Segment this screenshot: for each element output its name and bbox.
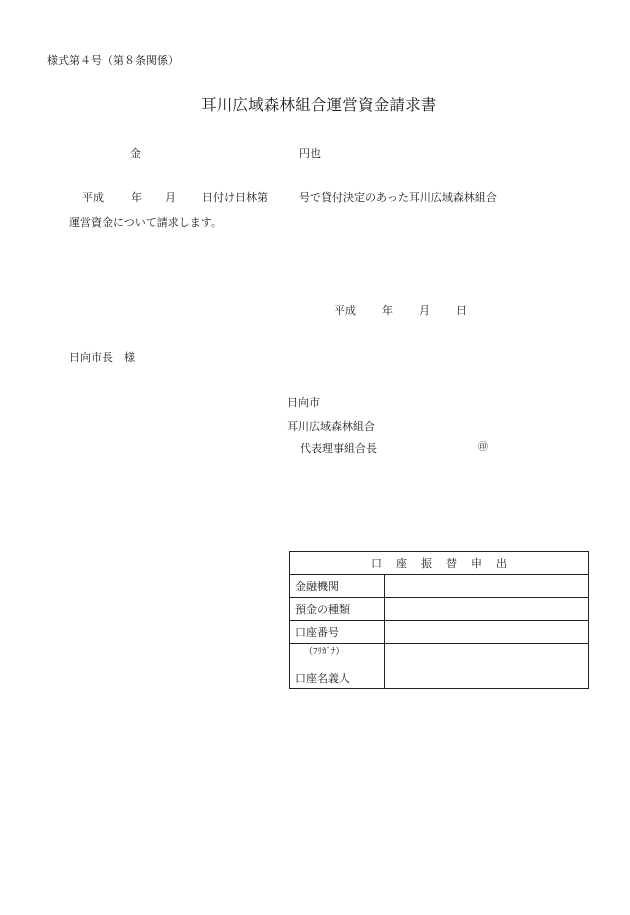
body-request-text: 運営資金について請求します。	[69, 216, 222, 229]
header-char: 申	[471, 556, 482, 570]
addressee: 日向市長 様	[69, 351, 135, 364]
header-char: 口	[371, 556, 382, 570]
body-year-label: 年	[131, 191, 142, 204]
header-char: 振	[421, 556, 432, 570]
body-era: 平成	[82, 191, 104, 204]
sender-organization: 耳川広域森林組合	[287, 420, 375, 433]
amount-prefix: 金	[130, 147, 141, 160]
date-year-label: 年	[382, 304, 393, 317]
body-month-label: 月	[165, 191, 176, 204]
date-month-label: 月	[419, 304, 430, 317]
seal-mark-icon: ㊞	[478, 442, 488, 453]
document-title: 耳川広域森林組合運営資金請求書	[201, 96, 437, 114]
form-number: 様式第４号（第８条関係）	[47, 54, 179, 67]
label-deposit-type: 預金の種類	[290, 598, 385, 621]
label-furigana: （ﾌﾘｶﾞﾅ）	[304, 647, 345, 657]
label-account-holder-cell	[290, 644, 385, 689]
body-decision-text: 号で貸付決定のあった耳川広域森林組合	[299, 191, 497, 204]
header-char: 座	[396, 556, 407, 570]
sender-representative: 代表理事組合長	[300, 442, 377, 455]
label-financial-institution: 金融機関	[290, 575, 385, 598]
account-transfer-table	[289, 551, 589, 689]
date-day-label: 日	[456, 304, 467, 317]
date-era: 平成	[334, 304, 356, 317]
label-account-holder: 口座名義人	[295, 672, 350, 685]
field-financial-institution[interactable]	[385, 575, 589, 598]
field-account-holder[interactable]	[385, 644, 589, 689]
account-table-header	[290, 552, 589, 575]
body-decision-ref: 日付け日林第	[202, 191, 268, 204]
field-deposit-type[interactable]	[385, 598, 589, 621]
amount-suffix: 円也	[299, 147, 321, 160]
header-char: 出	[496, 556, 507, 570]
label-account-number: 口座番号	[290, 621, 385, 644]
sender-city: 日向市	[287, 396, 320, 409]
field-account-number[interactable]	[385, 621, 589, 644]
header-char: 替	[446, 556, 457, 570]
